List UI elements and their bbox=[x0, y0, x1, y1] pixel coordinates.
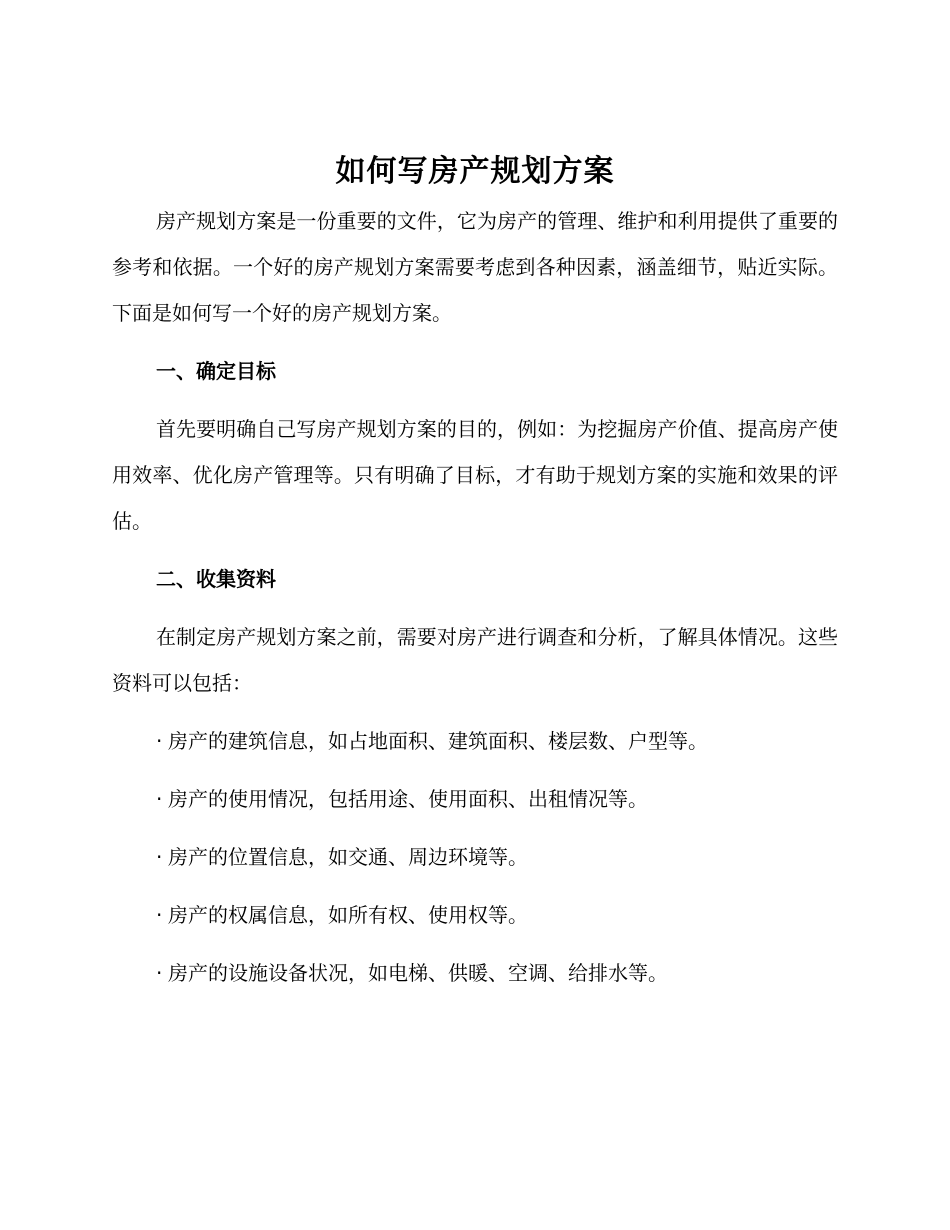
bullet-icon: · bbox=[156, 961, 163, 985]
list-item bbox=[112, 950, 838, 996]
section-body-goal: 首先要明确自己写房产规划方案的目的，例如：为挖掘房产价值、提高房产使用效率、优化房产管理等。只有明确了目标，才有助于规划方案的实施和效果的评估。 bbox=[112, 417, 838, 533]
list-item-text: 房产的使用情况，包括用途、使用面积、出租情况等。 bbox=[168, 787, 648, 811]
section-heading-collect: 二、收集资料 bbox=[156, 567, 276, 591]
list-item bbox=[112, 718, 838, 764]
list-item-text: 房产的设施设备状况，如电梯、供暖、空调、给排水等。 bbox=[168, 961, 668, 985]
list-item-text: 房产的建筑信息，如占地面积、建筑面积、楼层数、户型等。 bbox=[168, 729, 708, 753]
data-collection-list bbox=[112, 718, 838, 996]
list-item bbox=[112, 776, 838, 822]
document-title: 如何写房产规划方案 bbox=[335, 154, 615, 189]
bullet-icon: · bbox=[156, 787, 163, 811]
list-item bbox=[112, 892, 838, 938]
list-item-text: 房产的权属信息，如所有权、使用权等。 bbox=[168, 903, 528, 927]
bullet-icon: · bbox=[156, 729, 163, 753]
bullet-icon: · bbox=[156, 903, 163, 927]
section-body-collect: 在制定房产规划方案之前，需要对房产进行调查和分析，了解具体情况。这些资料可以包括： bbox=[112, 625, 838, 695]
list-item-text: 房产的位置信息，如交通、周边环境等。 bbox=[168, 845, 528, 869]
list-item bbox=[112, 834, 838, 880]
section-heading-goal: 一、确定目标 bbox=[156, 359, 276, 383]
intro-paragraph: 房产规划方案是一份重要的文件，它为房产的管理、维护和利用提供了重要的参考和依据。一个好的房产规划方案需要考虑到各种因素，涵盖细节，贴近实际。下面是如何写一个好的房产规划方案。 bbox=[112, 209, 838, 325]
bullet-icon: · bbox=[156, 845, 163, 869]
